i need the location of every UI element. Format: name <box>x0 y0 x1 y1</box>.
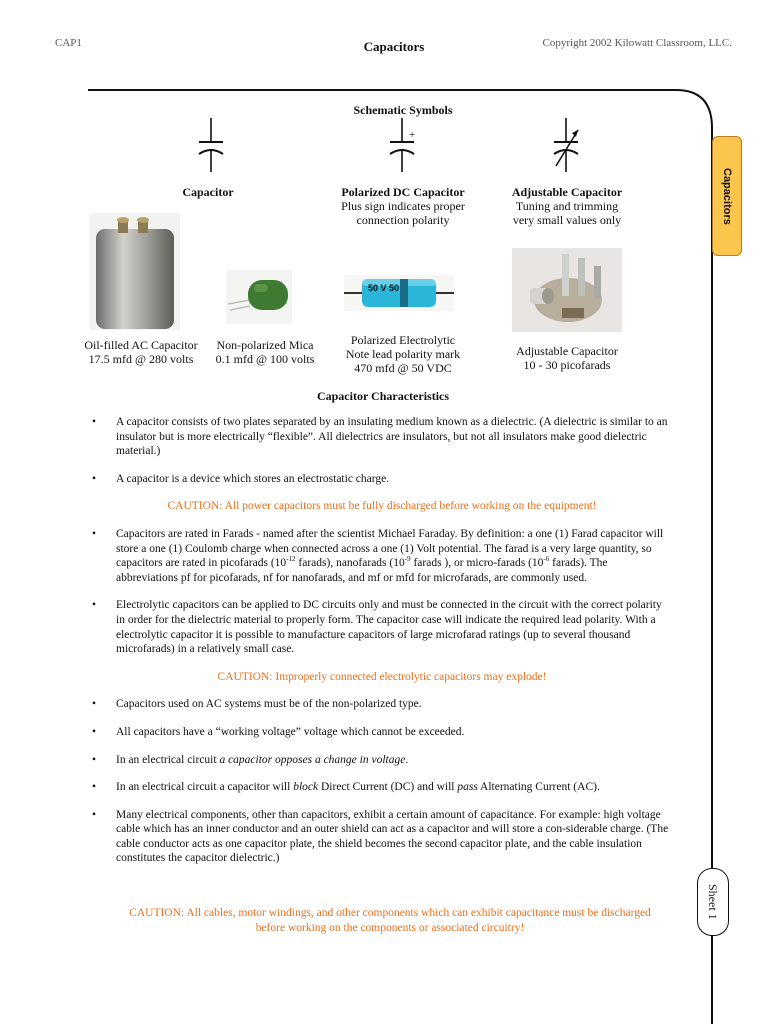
polarized-capacitor-symbol-icon <box>389 118 419 172</box>
photo-caption-electrolytic <box>330 333 476 375</box>
list-item <box>92 808 672 866</box>
schematic-heading: Schematic Symbols <box>353 103 453 117</box>
capacitor-symbol-icon <box>196 118 226 172</box>
list-item-text: Many electrical components, other than capacitors, exhibit a certain amount of capacitance. For example: high voltage cable which has an inner conductor and an outer shield can act as a capacitor and will store a con-siderable charge. (The cable conductor acts as one capacitor plate, the shield becomes the second capacitor plate, and the cable insulation constitutes the capacitor dielectric.) <box>116 808 669 865</box>
bullet-marker: • <box>92 599 97 612</box>
final-caution-note <box>60 906 720 935</box>
characteristics-list <box>92 415 672 879</box>
list-item <box>92 598 672 656</box>
adjustable-capacitor-symbol-icon <box>550 118 584 172</box>
bullet-marker: • <box>92 698 97 711</box>
text-run: farads), nanofarads (10 <box>295 557 405 570</box>
symbol-caption-capacitor <box>140 185 276 199</box>
list-item-text: A capacitor is a device which stores an electrostatic charge. <box>116 472 390 485</box>
symbol-name: Polarized DC Capacitor <box>341 185 465 199</box>
text-run: Capacitors are rated in Farads - named after the scientist Michael Faraday. By definition: a one (1) Farad capacitor will store a one (1) Coulomb charge when connected across a one (1) Volt potential. The farad is a very large quantity, so capacitors are rated in picofarads (10 <box>116 527 664 570</box>
emphasis-text: block <box>293 781 319 794</box>
symbol-desc-line: Plus sign indicates proper <box>341 199 465 213</box>
list-item-text <box>116 754 408 766</box>
list-item <box>92 415 672 459</box>
adjustable-capacitor-photo <box>512 248 622 332</box>
caption-line: Note lead polarity mark <box>345 347 461 361</box>
list-item <box>92 725 672 740</box>
bullet-marker: • <box>92 753 97 766</box>
symbol-name: Capacitor <box>182 185 234 199</box>
bullet-marker: • <box>92 808 97 821</box>
symbol-desc-line: very small values only <box>512 213 622 227</box>
text-run: farads). The abbreviations pf for picofarads, nf for nanofarads, and mf or mfd for microfarads, are commonly used. <box>116 557 608 584</box>
oil-filled-capacitor-photo <box>90 213 180 330</box>
text-run: In an electrical circuit <box>116 753 220 766</box>
caution-note: CAUTION: All power capacitors must be fully discharged before working on the equipment! <box>167 500 597 513</box>
section-tab[interactable] <box>712 136 742 256</box>
caption-line: 10 - 30 picofarads <box>523 358 611 372</box>
list-item <box>92 697 672 712</box>
caption-line: Adjustable Capacitor <box>516 344 618 358</box>
symbol-caption-polarized <box>318 185 488 227</box>
text-run: farads ), or micro-farads (10 <box>410 557 544 570</box>
text-run: . <box>405 753 409 766</box>
sheet-label: Sheet 1 <box>706 884 720 920</box>
plus-sign: + <box>409 129 416 141</box>
text-run: In an electrical circuit a capacitor will <box>116 781 294 794</box>
photo-caption-oil-filled <box>66 338 216 366</box>
list-item-text: Capacitors used on AC systems must be of the non-polarized type. <box>116 698 422 711</box>
caption-line: Polarized Electrolytic <box>350 333 456 347</box>
list-item-text <box>116 528 663 584</box>
list-item <box>92 753 672 768</box>
bullet-marker: • <box>92 725 97 738</box>
emphasis-text: pass <box>457 781 478 794</box>
symbol-name: Adjustable Capacitor <box>511 185 623 199</box>
caution-line: CAUTION: All cables, motor windings, and other components which can exhibit capacitance must be discharged <box>129 907 651 919</box>
list-item-text: All capacitors have a “working voltage” voltage which cannot be exceeded. <box>116 725 465 738</box>
list-item-text <box>116 781 600 793</box>
list-item-text: A capacitor consists of two plates separated by an insulating medium known as a dielectric. (A dielectric is similar to an insulator but is more electrically “flexible”. All dielectrics are insulators, but not all insulators make good dielectric material.) <box>116 416 668 458</box>
section-tab-label: Capacitors <box>721 167 733 225</box>
caption-line: 17.5 mfd @ 280 volts <box>88 352 194 366</box>
caption-line: 470 mfd @ 50 VDC <box>354 361 452 375</box>
photo-caption-adjustable <box>494 344 640 372</box>
bullet-marker: • <box>92 781 97 794</box>
bullet-marker: • <box>92 472 97 485</box>
symbol-caption-adjustable <box>494 185 640 227</box>
text-run: Alternating Current (AC). <box>477 781 600 794</box>
electrolytic-marking: 50 V 50 <box>368 283 400 293</box>
list-item <box>92 472 672 487</box>
caption-line: Non-polarized Mica <box>216 338 314 352</box>
caption-line: Oil-filled AC Capacitor <box>84 338 198 352</box>
list-item-text: Electrolytic capacitors can be applied to DC circuits only and must be connected in the circuit with the correct polarity in order for the dielectric material to properly form. The capacitor case will indicate the required lead polarity. With a electrolytic capacitor it is possible to manufacture capacitors of large microfarad ratings (up to several thousand microfarads) in a relatively small case. <box>116 599 662 656</box>
list-item <box>92 527 672 585</box>
symbol-desc-line: connection polarity <box>356 213 450 227</box>
caution-line: before working on the components or associated circuitry! <box>255 921 525 934</box>
exponent: -6 <box>543 555 550 564</box>
document-code: CAP1 <box>55 37 82 49</box>
copyright-notice: Copyright 2002 Kilowatt Classroom, LLC. <box>542 37 732 49</box>
exponent: -12 <box>286 555 296 564</box>
bullet-marker: • <box>92 416 97 428</box>
text-run: Direct Current (DC) and will <box>318 781 458 794</box>
exponent: -9 <box>404 555 411 564</box>
emphasis-text: a capacitor opposes a change in voltage <box>219 753 406 766</box>
symbol-desc-line: Tuning and trimming <box>515 199 619 213</box>
mica-capacitor-photo <box>226 270 292 324</box>
page-title: Capacitors <box>363 39 425 54</box>
electrolytic-capacitor-photo <box>344 275 454 311</box>
list-item <box>92 780 672 795</box>
characteristics-heading: Capacitor Characteristics <box>316 389 450 403</box>
bullet-marker: • <box>92 527 97 540</box>
caution-note: CAUTION: Improperly connected electrolytic capacitors may explode! <box>217 670 547 683</box>
caption-line: 0.1 mfd @ 100 volts <box>215 352 315 366</box>
photo-caption-mica <box>206 338 324 366</box>
